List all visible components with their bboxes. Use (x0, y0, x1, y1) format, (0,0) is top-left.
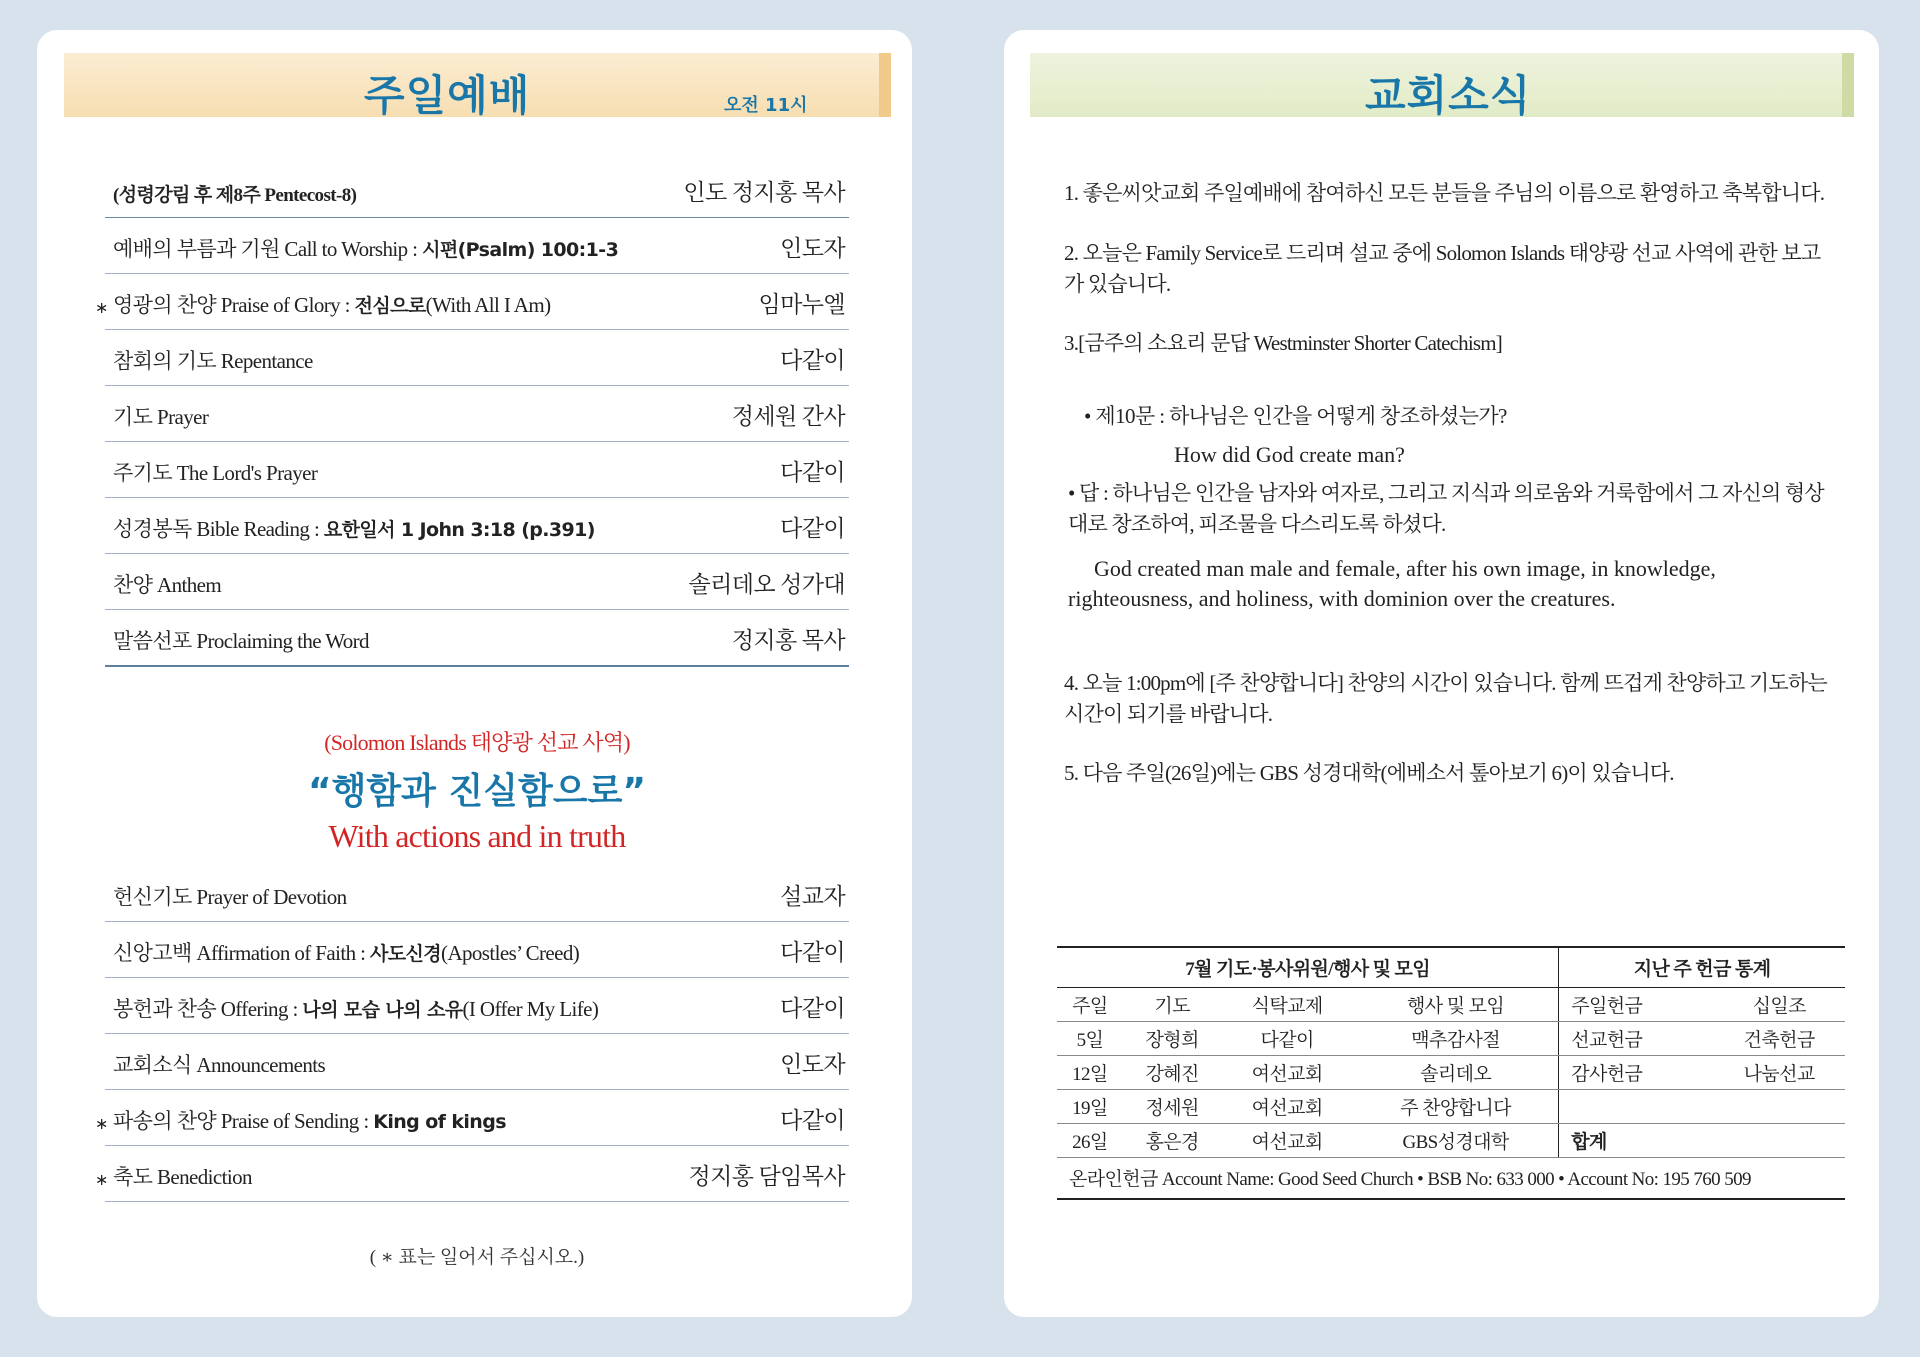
worship-item-label (113, 345, 313, 375)
worship-item-leader: 인도자 (780, 1052, 845, 1077)
worship-order-row (105, 442, 849, 498)
offering-item: 선교헌금 (1559, 1021, 1714, 1055)
sermon-subtitle: (Solomon Islands 태양광 선교 사역) (324, 730, 630, 755)
worship-item-name: 축도 Benediction (113, 1165, 252, 1189)
worship-item-name: 찬양 Anthem (113, 573, 222, 597)
offering-item (1559, 1089, 1714, 1123)
worship-item-label (113, 625, 369, 655)
table-row (1057, 1123, 1845, 1157)
worship-item-label (113, 1105, 506, 1135)
worship-item-leader: 다같이 (780, 1108, 845, 1133)
table-cell: 다같이 (1221, 1021, 1352, 1055)
table-cell: GBS성경대학 (1353, 1123, 1559, 1157)
table-cell: 여선교회 (1221, 1089, 1352, 1123)
catechism-question-ko: • 제10문 : 하나님은 인간을 어떻게 창조하셨는가? (1084, 404, 1507, 428)
schedule-and-offering-table (1057, 946, 1845, 1200)
worship-item-name: 헌신기도 Prayer of Devotion (113, 885, 347, 909)
worship-item-leader: 인도자 (780, 236, 845, 261)
worship-item-detail: 요한일서 1 John 3:18 (p.391) (323, 519, 595, 541)
offering-item: 건축헌금 (1713, 1021, 1845, 1055)
table-row (1057, 1021, 1845, 1055)
standing-mark: ∗ (95, 1170, 108, 1189)
worship-order-row (105, 554, 849, 610)
worship-item-detail: 나의 모습 나의 소유 (302, 999, 463, 1021)
worship-item-leader: 다같이 (780, 348, 845, 373)
worship-item-leader: 임마누엘 (758, 292, 845, 317)
worship-title: 주일예배 (364, 71, 531, 120)
column-header: 식탁교제 (1221, 987, 1352, 1021)
offering-table-header: 지난 주 헌금 통계 (1559, 947, 1845, 987)
worship-item-english: (I Offer My Life) (462, 997, 599, 1021)
worship-item-name: 예배의 부름과 기원 Call to Worship : (113, 237, 423, 261)
worship-order-row (105, 386, 849, 442)
worship-item-english: (Apostles’ Creed) (441, 941, 580, 965)
table-row (1057, 1089, 1845, 1123)
table-cell: 19일 (1057, 1089, 1123, 1123)
worship-order-row (105, 218, 849, 274)
worship-item-label (113, 1049, 325, 1079)
table-cell: 홍은경 (1123, 1123, 1222, 1157)
standing-mark: ∗ (95, 298, 108, 317)
worship-item-name: 교회소식 Announcements (113, 1053, 326, 1077)
schedule-table-header: 7월 기도·봉사위원/행사 및 모임 (1185, 958, 1431, 980)
standing-footnote: ( ∗ 표는 일어서 주십시오.) (369, 1247, 585, 1268)
offering-item: 감사헌금 (1559, 1055, 1714, 1089)
worship-item-english: (With All I Am) (425, 293, 551, 317)
worship-item-name: 말씀선포 Proclaiming the Word (113, 629, 369, 653)
sermon-block (105, 726, 849, 855)
worship-item-label (113, 457, 317, 487)
worship-time: 오전 11시 (724, 95, 808, 116)
worship-item-leader: 다같이 (780, 996, 845, 1021)
worship-item-name: 주기도 The Lord's Prayer (113, 461, 318, 485)
worship-item-leader: 정지홍 목사 (731, 628, 845, 653)
column-header: 기도 (1123, 987, 1222, 1021)
table-cell: 강혜진 (1123, 1055, 1222, 1089)
announcement-5: 5. 다음 주일(26일)에는 GBS 성경대학(에베소서 톺아보기 6)이 있습니다. (1064, 761, 1674, 785)
worship-order-row (95, 1090, 849, 1146)
table-cell: 여선교회 (1221, 1123, 1352, 1157)
offering-total-label: 합계 (1559, 1123, 1714, 1157)
worship-item-leader: 다같이 (780, 460, 845, 485)
worship-item-leader: 다같이 (780, 516, 845, 541)
table-cell: 주 찬양합니다 (1353, 1089, 1559, 1123)
worship-order-row (105, 1034, 849, 1090)
worship-item-label (113, 1161, 252, 1191)
worship-item-label (113, 881, 347, 911)
table-cell: 5일 (1057, 1021, 1123, 1055)
worship-order-row (105, 922, 849, 978)
table-cell: 맥추감사절 (1353, 1021, 1559, 1055)
worship-item-leader: 다같이 (780, 940, 845, 965)
announcements-page (1004, 30, 1879, 1317)
worship-item-label (113, 401, 208, 431)
online-offering-row (1057, 1157, 1845, 1199)
worship-order-row (95, 1146, 849, 1202)
worship-item-name: 성경봉독 Bible Reading : (113, 517, 324, 541)
worship-item-name: 영광의 찬양 Praise of Glory : (113, 293, 355, 317)
standing-mark: ∗ (95, 1114, 108, 1133)
table-cell: 솔리데오 (1353, 1055, 1559, 1089)
worship-item-detail: 전심으로 (354, 295, 426, 317)
worship-order-row (105, 157, 849, 218)
offering-item: 나눔선교 (1713, 1055, 1845, 1089)
announcement-3: 3.[금주의 소요리 문답 Westminster Shorter Catechism] (1064, 331, 1502, 355)
announcement-1: 1. 좋은씨앗교회 주일예배에 참여하신 모든 분들을 주님의 이름으로 환영하고 축복합니다. (1064, 181, 1825, 205)
column-header: 주일 (1057, 987, 1123, 1021)
announcements-header-band (1030, 53, 1854, 120)
order-of-worship-part2 (95, 866, 849, 1202)
announcements-title: 교회소식 (1365, 71, 1532, 120)
table-cell: 여선교회 (1221, 1055, 1352, 1089)
worship-item-label (113, 937, 579, 967)
table-cell: 26일 (1057, 1123, 1123, 1157)
worship-item-detail: 사도신경 (370, 943, 442, 965)
announcement-4: 4. 오늘 1:00pm에 [주 찬양합니다] 찬양의 시간이 있습니다. 함께 뜨겁게 찬양하고 기도하는 시간이 되기를 바랍니다. (1064, 671, 1827, 726)
table-cell: 장형희 (1123, 1021, 1222, 1055)
worship-item-label (113, 513, 595, 543)
worship-item-detail: 시편(Psalm) 100:1-3 (422, 239, 619, 261)
worship-item-leader: 설교자 (780, 884, 845, 909)
worship-order-row (95, 274, 849, 330)
table-cell: 12일 (1057, 1055, 1123, 1089)
worship-item-label (113, 289, 551, 319)
worship-order-row (105, 498, 849, 554)
worship-item-label (113, 993, 598, 1023)
worship-item-name: 파송의 찬양 Praise of Sending : (113, 1109, 374, 1133)
order-of-worship-part1 (95, 157, 849, 667)
worship-item-leader: 정세원 간사 (731, 404, 845, 429)
sermon-title: “행함과 진실함으로” (307, 771, 647, 812)
table-row (1057, 1055, 1845, 1089)
sermon-english-title: With actions and in truth (328, 818, 626, 854)
worship-order-row (105, 866, 849, 922)
offering-item: 십일조 (1713, 987, 1845, 1021)
worship-item-name: 봉헌과 찬송 Offering : (113, 997, 303, 1021)
announcement-2: 2. 오늘은 Family Service로 드리며 설교 중에 Solomon Islands 태양광 선교 사역에 관한 보고가 있습니다. (1064, 241, 1821, 296)
catechism-answer-en: God created man male and female, after his own image, in knowledge, righteousness, and holiness, with dominion over the creatures. (1068, 556, 1716, 611)
worship-header-band (64, 53, 891, 120)
column-header: 행사 및 모임 (1353, 987, 1559, 1021)
worship-item-label (113, 180, 356, 207)
worship-item-leader: 인도 정지홍 목사 (683, 180, 845, 205)
table-cell: 정세원 (1123, 1089, 1222, 1123)
worship-item-label (113, 569, 221, 599)
worship-order-row (105, 978, 849, 1034)
worship-item-leader: 솔리데오 성가대 (688, 572, 845, 597)
worship-item-name: 신앙고백 Affirmation of Faith : (113, 941, 371, 965)
worship-item-name: 참회의 기도 Repentance (113, 349, 313, 373)
worship-order-page (37, 30, 912, 1317)
worship-item-name: (성령강림 후 제8주 Pentecost-8) (113, 185, 357, 206)
offering-item (1713, 1123, 1845, 1157)
catechism-answer-ko: • 답 : 하나님은 인간을 남자와 여자로, 그리고 지식과 의로움와 거룩함에서 그 자신의 형상대로 창조하여, 피조물을 다스리도록 하셨다. (1068, 481, 1824, 536)
worship-item-detail: King of kings (373, 1111, 506, 1133)
offering-item (1713, 1089, 1845, 1123)
catechism-question-en: How did God create man? (1174, 442, 1405, 467)
worship-order-row (105, 330, 849, 386)
table-row (1057, 987, 1845, 1021)
worship-item-name: 기도 Prayer (113, 405, 209, 429)
online-offering-info: 온라인헌금 Account Name: Good Seed Church • BSB No: 633 000 • Account No: 195 760 509 (1057, 1157, 1845, 1199)
offering-item: 주일헌금 (1559, 987, 1714, 1021)
worship-item-label (113, 233, 618, 263)
worship-item-leader: 정지홍 담임목사 (688, 1164, 845, 1189)
worship-order-row (105, 610, 849, 667)
